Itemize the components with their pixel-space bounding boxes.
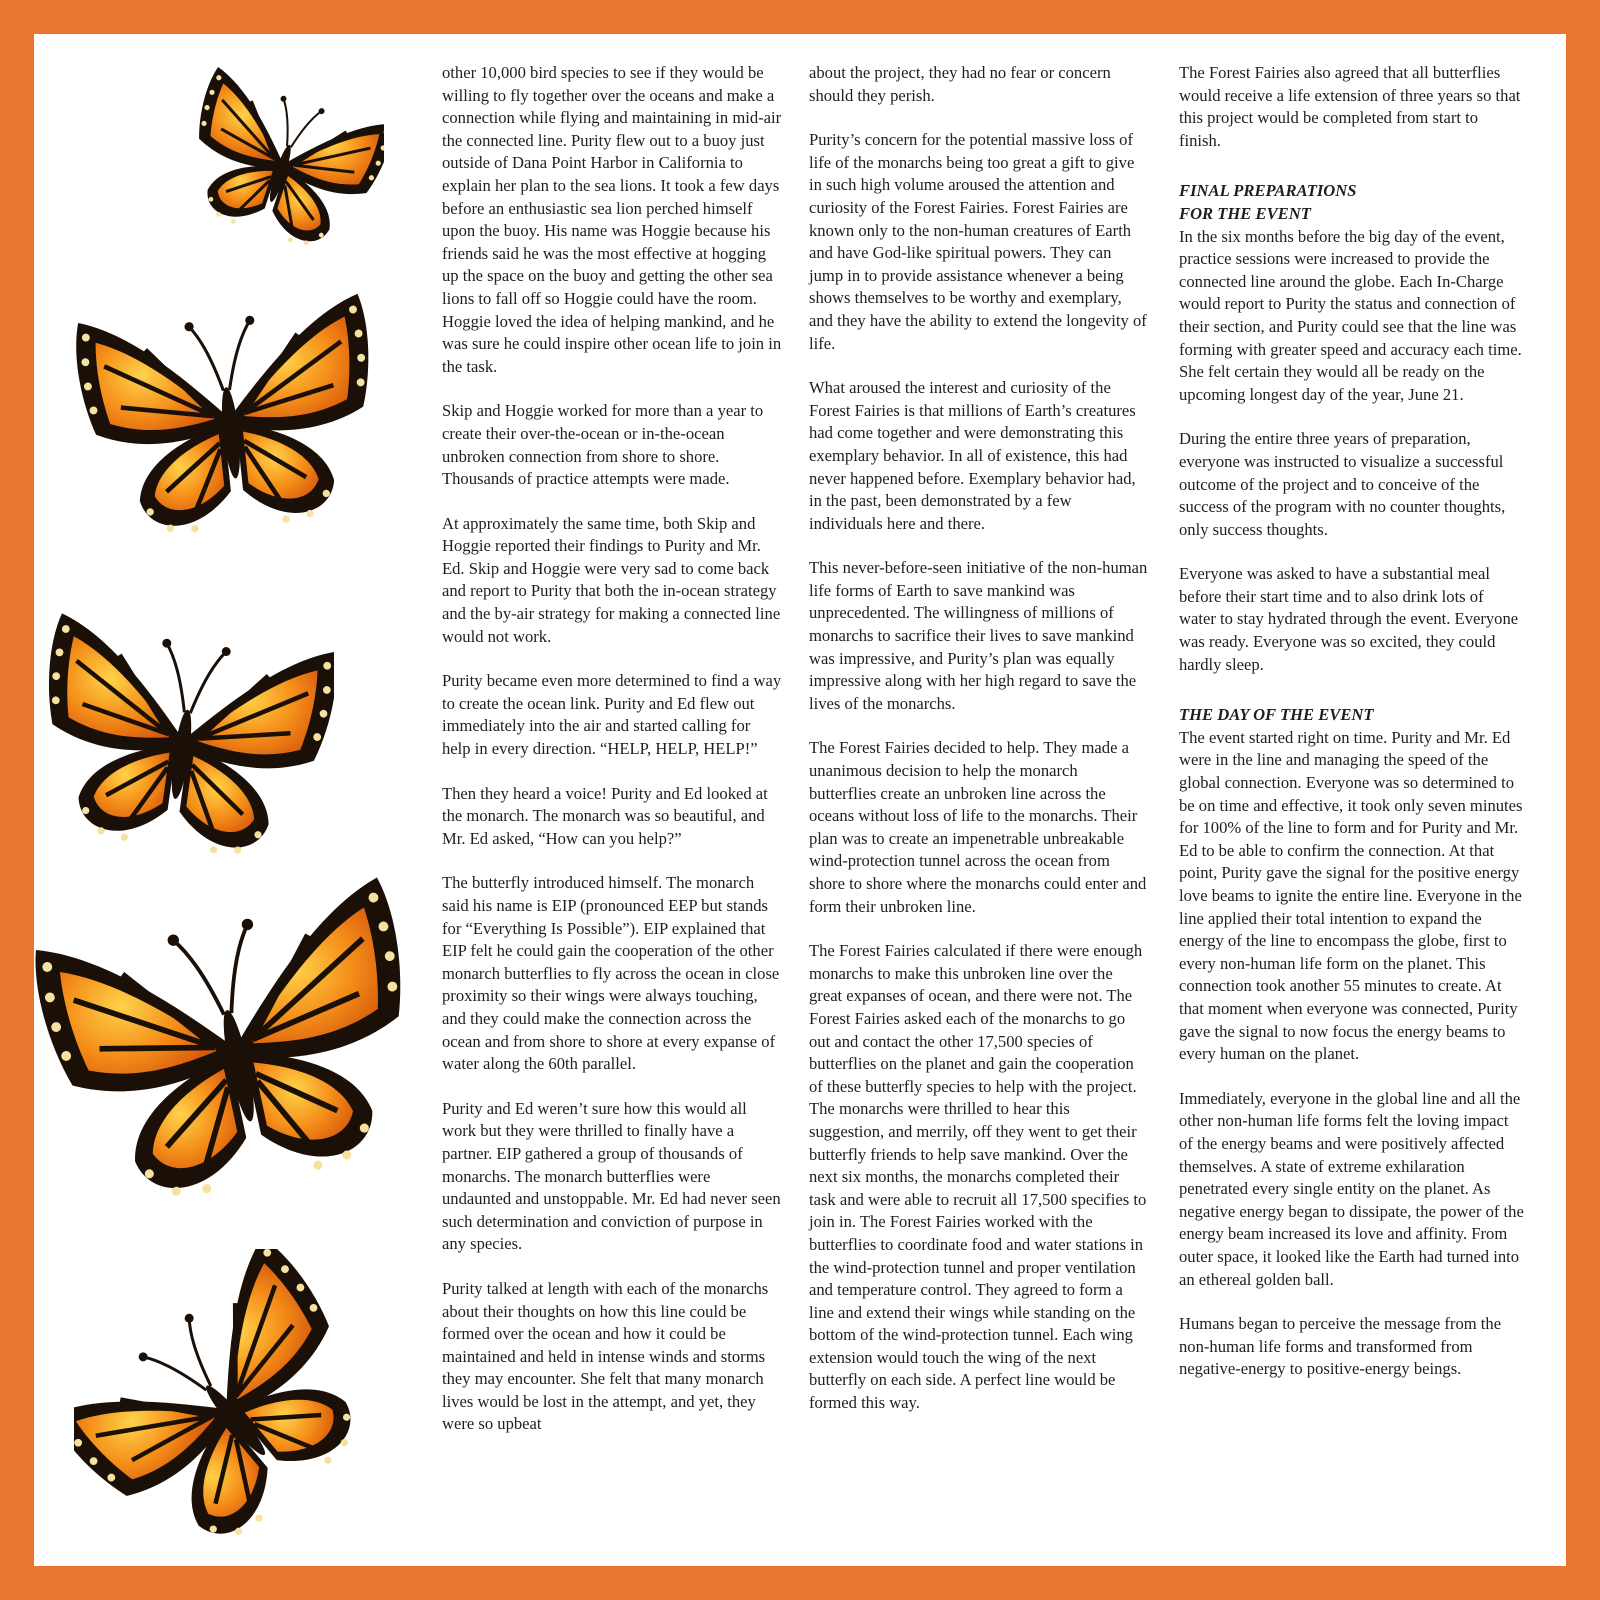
text-column-3 — [1179, 62, 1524, 1403]
page — [34, 34, 1566, 1566]
section-heading: THE DAY OF THE EVENT — [1179, 705, 1374, 725]
section-heading — [1179, 180, 1524, 225]
paragraph: Immediately, everyone in the global line and all the other non-human life forms felt the loving impact of the energy beams and were positively affected themselves. A state of extreme exhilaration penetrated every single entity on the planet. As negative energy began to dissipate, the power of the energy beam increased its love and affinity. From outer space, it looked like the Earth had turned into an ethereal golden ball. — [1179, 1088, 1524, 1289]
paragraph: Purity and Ed weren’t sure how this would all work but they were thrilled to finally have a partner. EIP gathered a group of thousands of monarchs. The monarch butterflies were undaunted and unstoppable. Mr. Ed had never seen such determination and conviction of purpose in any species. — [442, 1098, 781, 1254]
paragraph: other 10,000 bird species to see if they would be willing to fly together over the oceans and make a connection while flying and maintaining in mid-air the connected line. Purity flew out to a buoy just outside of Dana Point Harbor in California to explain her plan to the sea lions. It took a few days before an enthusiastic sea lion perched himself upon the buoy. His name was Hoggie because his friends said he was the most effective at hogging up the space on the buoy and getting the other sea lions to fall off so Hoggie could have the room. Hoggie loved the idea of helping mankind, and he was sure he could inspire other ocean life to join in the task. — [442, 63, 782, 376]
butterfly-illustrations — [34, 34, 444, 1566]
paragraph: Everyone was asked to have a substantial meal before their start time and to also drink lots of water to stay hydrated through the event. Everyone was ready. Everyone was so excited, they could hardly sleep. — [1179, 564, 1519, 674]
paragraph: Purity became even more determined to find a way to create the ocean link. Purity and Ed flew out immediately into the air and started calling for help in every direction. “HELP, HELP, HELP!” — [442, 671, 782, 759]
heading-line: FINAL PREPARATIONS — [1179, 181, 1357, 201]
paragraph: The butterfly introduced himself. The monarch said his name is EIP (pronounced EEP but stands for “Everything Is Possible”). EIP explained that EIP felt he could gain the cooperation of the other monarch butterflies to fly across the ocean in close proximity so their wings were always touching, and they could make the connection across the ocean and from shore to shore at every expanse of water along the 60th parallel. — [442, 873, 780, 1074]
paragraph: At approximately the same time, both Skip and Hoggie reported their findings to Purity and Mr. Ed. Skip and Hoggie were very sad to come back and report to Purity that both the in-ocean strategy and the by-air strategy for making a connected line would not work. — [442, 513, 781, 646]
text-column-1 — [442, 62, 782, 1458]
paragraph: The Forest Fairies decided to help. They made a unanimous decision to help the monarch butterflies create an unbroken line across the oceans without loss of life to the monarchs. Their plan was to create an impenetrable unbreakable wind-protection tunnel across the ocean from shore to shore where the monarchs could enter and form their unbroken line. — [809, 738, 1147, 916]
paragraph: What aroused the interest and curiosity of the Forest Fairies is that millions of Earth’s creatures had come together and were demonstrating this exemplary behavior. In all of existence, this had never happened before. Exemplary behavior had, in the past, been demonstrated by a few individuals here and there. — [809, 378, 1136, 533]
paragraph: Humans began to perceive the message from the non-human life forms and transformed from negative-energy to positive-energy beings. — [1179, 1314, 1502, 1379]
monarch-butterfly-icon — [74, 1249, 374, 1549]
monarch-butterfly-icon — [64, 262, 394, 552]
paragraph: During the entire three years of preparation, everyone was instructed to visualize a successful outcome of the project and to conceive of the success of the program with no counter thoughts, only success thoughts. — [1179, 429, 1506, 539]
paragraph: about the project, they had no fear or concern should they perish. — [809, 63, 1111, 105]
paragraph: Purity’s concern for the potential massive loss of life of the monarchs being too great a gift to give in such high volume aroused the attention and curiosity of the Forest Fairies. Forest Fairies are known only to the non-human creatures of Earth and have God-like spiritual powers. They can jump in to provide assistance whenever a being shows themselves to be worthy and exemplary, and they have the ability to extend the longevity of life. — [809, 130, 1147, 353]
paragraph: The Forest Fairies calculated if there were enough monarchs to make this unbroken line over the great expanses of ocean, and there were not. The Forest Fairies asked each of the monarchs to go out and contact the other 17,500 species of butterflies on the planet and gain the cooperation of these butterfly species to help with the project. The monarchs were thrilled to hear this suggestion, and merrily, off they went to get their butterfly friends to help save mankind. Over the next six months, the monarchs completed their task and were able to recruit all 17,500 specifies to join in. The Forest Fairies worked with the butterflies to coordinate food and water stations in the wind-protection tunnel and proper ventilation and temperature control. They agreed to form a line and extend their wings while standing on the bottom of the wind-protection tunnel. Each wing extension would touch the wing of the next butterfly on each side. A perfect line would be formed this way. — [809, 941, 1147, 1413]
paragraph: In the six months before the big day of the event, practice sessions were increased to provide the connected line around the globe. Each In-Charge would report to Purity the status and connection of their section, and Purity could see that the line was forming with greater speed and accuracy each time. She felt certain they would all be ready on the upcoming longest day of the year, June 21. — [1179, 226, 1522, 404]
paragraph: Purity talked at length with each of the monarchs about their thoughts on how this line could be formed over the ocean and how it could be maintained and held in intense winds and storms they may encounter. She felt that many monarch lives would be lost in the attempt, and yet, they were so upbeat — [442, 1278, 769, 1434]
heading-line: FOR THE EVENT — [1179, 203, 1311, 223]
paragraph: Then they heard a voice! Purity and Ed looked at the monarch. The monarch was so beautiful, and Mr. Ed asked, “How can you help?” — [442, 783, 768, 848]
paragraph: Skip and Hoggie worked for more than a year to create their over-the-ocean or in-the-ocean unbroken connection from shore to shore. Thousands of practice attempts were made. — [442, 401, 764, 489]
paragraph: The Forest Fairies also agreed that all butterflies would receive a life extension of three years so that this project would be completed from start to finish. — [1179, 63, 1521, 150]
monarch-butterfly-icon — [34, 579, 334, 879]
monarch-butterfly-icon — [34, 854, 434, 1214]
text-column-2 — [809, 62, 1149, 1437]
paragraph: The event started right on time. Purity and Mr. Ed were in the line and managing the speed of the global connection. Everyone was so determined to be on time and effective, it took only seven minutes for 100% of the line to form and for Purity and Mr. Ed to be able to confirm the connection. At that point, Purity gave the signal for the positive energy love beams to ignite the entire line. Everyone in the line applied their total intention to expand the energy of the line to encompass the globe, first to every non-human life form on the planet. This connection took another 55 minutes to create. At that moment when everyone was connected, Purity gave the signal to now focus the energy beams to every human on the planet. — [1179, 727, 1523, 1064]
monarch-butterfly-icon — [184, 62, 384, 252]
paragraph: This never-before-seen initiative of the non-human life forms of Earth to save mankind was unprecedented. The willingness of millions of monarchs to sacrifice their lives to save mankind was impressive, and Purity’s plan was equally impressive along with her high regard to save the lives of the monarchs. — [809, 558, 1148, 713]
